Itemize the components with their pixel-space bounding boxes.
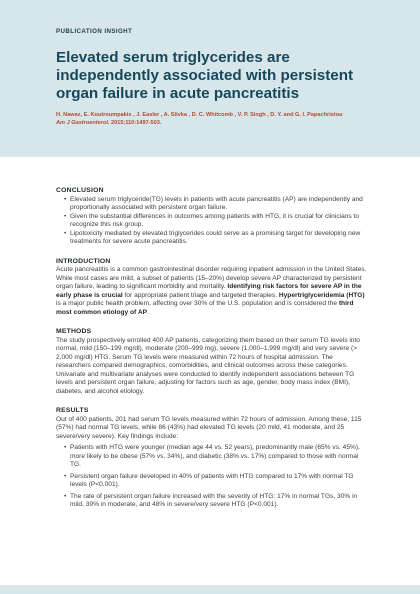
section-kicker: PUBLICATION INSIGHT — [56, 28, 133, 35]
introduction-heading: INTRODUCTION — [56, 257, 111, 265]
introduction-section — [56, 258, 368, 318]
conclusion-section — [56, 187, 368, 247]
intro-highlight: Identifying risk factors for severe AP in the early phase is crucial — [56, 283, 362, 299]
conclusion-item: • Lipotoxicity mediated by elevated triglycerides could serve as a promising target for developing new treatments for severe acute pancreatitis. — [64, 230, 368, 247]
author-list: H. Nawaz, E. Koutroumpakis , J. Easler , A. Slivka , D. C. Whitcomb , V. P. Singh , D. Y. and G. I. Papachristou — [56, 112, 343, 118]
intro-text: for appropriate patient triage and targeted therapies. — [122, 291, 279, 299]
results-item: • Persistent organ failure developed in 40% of patients with HTG compared to 17% with normal TG levels (P<0.001). — [64, 473, 368, 490]
intro-text: . — [146, 308, 149, 316]
intro-highlight: Hypertriglyceridemia (HTG) — [278, 291, 365, 299]
conclusion-heading: CONCLUSION — [56, 187, 104, 194]
article-title: Elevated serum triglycerides are independently associated with persistent organ failure in acute pancreatitis — [56, 49, 354, 102]
results-item: • Patients with HTG were younger (median age 44 vs. 52 years), predominantly male (65% vs. 45%), more likely to be obese (57% vs. 34%), and diabetic (38% vs. 17%) compared to those with normal TG. — [64, 444, 368, 470]
footer-band — [0, 585, 420, 594]
methods-heading: METHODS — [56, 328, 92, 335]
results-item: • The rate of persistent organ failure increased with the severity of HTG: 17% in normal TGs, 30% in mild, 39% in moderate, and 48% in severe/very severe HTG (P<0.001). — [64, 493, 368, 510]
intro-text: Acute pancreatitis is a common gastrointestinal disorder requiring inpatient admission in the United States. While most cases are mild, a subset of patients (15–20%) develop severe AP characterized by persistent organ failure, leading to significant morbidity and mortality. — [56, 266, 367, 290]
article-body — [56, 187, 368, 521]
methods-section — [56, 328, 368, 396]
results-paragraph: Out of 400 patients, 201 had serum TG levels measured within 72 hours of admission. Among these, 115 (57%) had normal TG levels, while 86 (43%) had elevated TG levels (20 mild, 41 moderate, and 25 severe/very severe). Key findings include: — [56, 415, 362, 440]
conclusion-item: • Elevated serum triglyceride(TG) levels in patients with acute pancreatitis (AP) are independently and proportionally associated with persistent organ failure. — [64, 196, 368, 213]
journal-name: Am J Gastroenterol. — [56, 120, 110, 126]
results-section — [56, 407, 368, 510]
results-heading: RESULTS — [56, 407, 89, 414]
journal-citation — [56, 120, 161, 128]
intro-highlight: third most common etiology of AP — [56, 300, 354, 316]
conclusion-item: • Given the substantial differences in outcomes among patients with HTG, it is crucial for clinicians to recognize this risk group. — [64, 213, 368, 230]
citation-volume: 2015;110:1497-503. — [109, 120, 162, 126]
introduction-paragraph — [56, 266, 368, 317]
header-band — [0, 0, 420, 157]
intro-text: is a major public health problem, affecting over 30% of the U.S. population and is considered the — [56, 300, 339, 307]
methods-paragraph: The study prospectively enrolled 400 AP patients, categorizing them based on their serum TG levels into normal, mild (150–199 mg/dl), moderate (200–999 mg), severe (1,000–1,999 mg/dl) and very severe (> 2,000 mg/dl) HTG. Serum TG levels were measured within 72 hours of hospital admission. The researchers compared demographics, comorbidities, and clinical outcomes across these categories. Univariate and multivariate analyses were conducted to identify independent associations between TG levels and persistent organ failure, adjusting for factors such as age, gender, body mass index (BMI), diabetes, and alcohol etiology. — [56, 336, 360, 395]
